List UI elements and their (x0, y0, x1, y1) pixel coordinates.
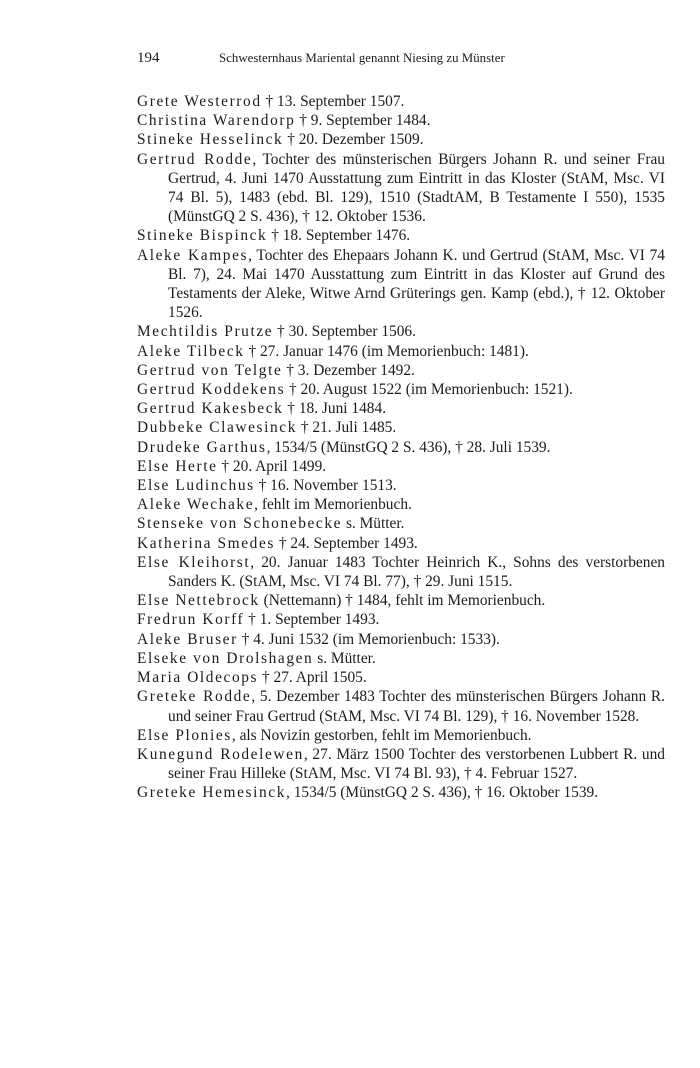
entry-name: Stineke Bispinck (137, 227, 268, 245)
entry-text: , als Novizin gestorben, fehlt im Memorienbuch. (231, 726, 532, 744)
entry-text: s. Mütter. (313, 649, 376, 667)
entry-name: Fredrun Korff (137, 611, 245, 629)
entry-text: † 24. September 1493. (275, 534, 418, 552)
page-number: 194 (137, 50, 160, 66)
list-item (137, 438, 665, 457)
list-item (137, 361, 665, 380)
entry-name: Mechtildis Prutze (137, 323, 274, 341)
entry-name: Gertrud von Telgte (137, 361, 283, 379)
entry-text: , 5. Dezember 1483 Tochter des münsterischen Bürgers Johann R. und seiner Frau Gertrud (StAM, Msc. VI 74 Bl. 129), † 16. November 1528. (168, 688, 665, 725)
list-item (137, 649, 665, 668)
entry-text: , 20. Januar 1483 Tochter Heinrich K., Sohns des verstorbenen Sanders K. (StAM, Msc. VI 74 Bl. 77), † 29. Juni 1515. (168, 553, 665, 591)
entry-name: Kunegund Rodelewen (137, 745, 304, 763)
entry-text: , 1534/5 (MünstGQ 2 S. 436), † 28. Juli 1539. (266, 438, 551, 456)
entry-text: † 1. September 1493. (244, 611, 380, 629)
list-item (137, 591, 665, 610)
entry-text: (Nettemann) † 1484, fehlt im Memorienbuch. (259, 592, 546, 610)
entry-name: Else Herte (137, 457, 218, 475)
list-item (137, 687, 665, 725)
list-item (137, 668, 665, 687)
list-item (137, 342, 665, 361)
entry-name: Else Ludinchus (137, 477, 255, 495)
entry-text: , 27. März 1500 Tochter des verstorbenen Lubbert R. und seiner Frau Hilleke (StAM, Msc. VI 74 Bl. 93), † 4. Februar 1527. (168, 745, 665, 783)
entry-name: Drudeke Garthus (137, 438, 267, 456)
entry-name: Aleke Bruser (137, 630, 238, 648)
list-item (137, 495, 665, 514)
entry-text: † 16. November 1513. (254, 477, 397, 495)
page-header (137, 50, 665, 72)
entry-name: Else Nettebrock (137, 592, 260, 610)
entry-name: Elseke von Drolshagen (137, 649, 314, 667)
list-item (137, 92, 665, 111)
entry-text: , Tochter des Ehepaars Johann K. und Gertrud (StAM, Msc. VI 74 Bl. 7), 24. Mai 1470 Ausstattung zum Eintritt in das Kloster auf Grund des Testaments der Aleke, Witwe Arnd Grüterings gen. Kamp (ebd.), † 12. Oktober 1526. (168, 246, 665, 322)
entry-text: † 18. Juni 1484. (283, 400, 387, 418)
list-item (137, 418, 665, 437)
list-item (137, 630, 665, 649)
list-item (137, 246, 665, 323)
list-item (137, 380, 665, 399)
entry-name: Katherina Smedes (137, 534, 276, 552)
entry-text: † 20. April 1499. (217, 457, 327, 475)
entry-text: † 27. Januar 1476 (im Memorienbuch: 1481). (244, 342, 529, 360)
entry-text: † 13. September 1507. (261, 93, 405, 110)
entry-text: , Tochter des münsterischen Bürgers Johann R. und seiner Frau Gertrud, 4. Juni 1470 Ausstattung zum Eintritt in das Kloster (StAM, Msc. VI 74 Bl. 5), 1483 (ebd. Bl. 129), 1510 (StadtAM, B Testamente I 550), 1535 (MünstGQ 2 S. 436), † 12. Oktober 1536. (168, 150, 665, 226)
entry-name: Gertrud Kakesbeck (137, 400, 284, 418)
entry-name: Greteke Hemesinck (137, 784, 286, 802)
entry-name: Stenseke von Schonebecke (137, 515, 343, 533)
entry-text: , 1534/5 (MünstGQ 2 S. 436), † 16. Oktober 1539. (286, 784, 599, 802)
list-item (137, 783, 665, 802)
entry-name: Maria Oldecops (137, 669, 259, 687)
entry-name: Else Plonies (137, 726, 232, 744)
entry-list (137, 92, 665, 803)
list-item (137, 610, 665, 629)
list-item (137, 399, 665, 418)
list-item (137, 457, 665, 476)
list-item (137, 726, 665, 745)
entry-name: Else Kleihorst (137, 553, 251, 571)
entry-name: Aleke Kampes (137, 246, 249, 264)
entry-text: , fehlt im Memorienbuch. (254, 496, 412, 514)
entry-name: Aleke Wechake (137, 496, 255, 514)
entry-name: Aleke Tilbeck (137, 342, 245, 360)
entry-text: † 27. April 1505. (258, 669, 367, 687)
entry-text: † 20. Dezember 1509. (283, 131, 424, 149)
document-page (137, 50, 665, 803)
list-item (137, 130, 665, 149)
entry-name: Stineke Hesselinck (137, 131, 284, 149)
list-item (137, 150, 665, 227)
running-title: Schwesternhaus Mariental genannt Niesing zu Münster (219, 51, 505, 65)
list-item (137, 534, 665, 553)
entry-name: Greteke Rodde (137, 688, 252, 706)
entry-text: s. Mütter. (342, 515, 405, 533)
entry-name: Grete Westerrod (137, 93, 262, 110)
entry-name: Gertrud Koddekens (137, 381, 286, 399)
list-item (137, 322, 665, 341)
entry-name: Dubbeke Clawesinck (137, 419, 298, 437)
entry-text: † 21. Juli 1485. (297, 419, 397, 437)
entry-text: † 4. Juni 1532 (im Memorienbuch: 1533). (237, 630, 500, 648)
entry-text: † 9. September 1484. (295, 112, 431, 130)
list-item (137, 553, 665, 591)
entry-text: † 20. August 1522 (im Memorienbuch: 1521). (285, 381, 573, 399)
list-item (137, 514, 665, 533)
list-item (137, 476, 665, 495)
list-item (137, 226, 665, 245)
entry-text: † 18. September 1476. (267, 227, 411, 245)
entry-text: † 30. September 1506. (273, 323, 416, 341)
entry-name: Gertrud Rodde (137, 150, 253, 168)
list-item (137, 111, 665, 130)
entry-text: † 3. Dezember 1492. (282, 361, 415, 379)
entry-name: Christina Warendorp (137, 112, 296, 130)
list-item (137, 745, 665, 783)
